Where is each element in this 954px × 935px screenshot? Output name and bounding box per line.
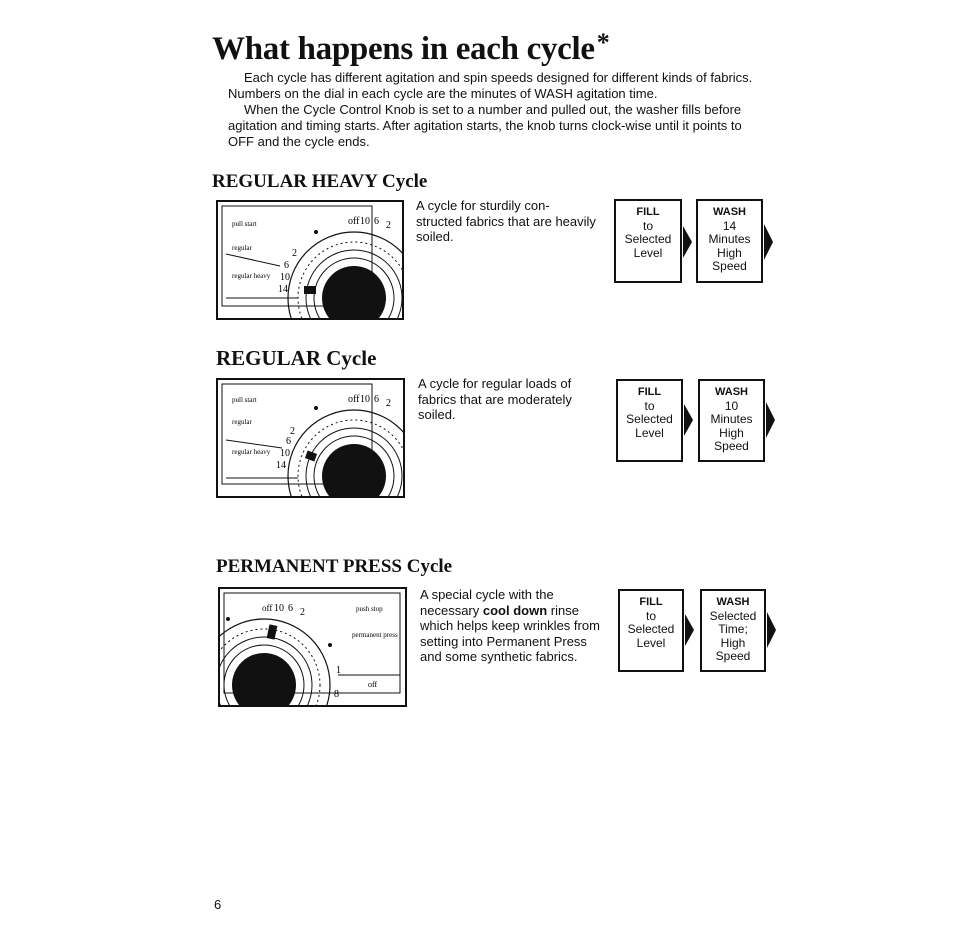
wash-step-heading: WASH bbox=[715, 386, 748, 398]
wash-step-line: High bbox=[720, 635, 746, 650]
dial-indicator bbox=[267, 624, 278, 639]
dial-dot-left bbox=[226, 617, 230, 621]
section-heading-regular bbox=[216, 346, 376, 371]
section-heading-regular-heavy bbox=[212, 171, 427, 193]
dial-number-2-side: 2 bbox=[290, 426, 295, 437]
cycle-dial-illustration-regular-heavy bbox=[216, 200, 404, 320]
dial-number-8: 8 bbox=[334, 689, 339, 700]
dial-knob bbox=[232, 653, 296, 705]
dial-dot bbox=[314, 406, 318, 410]
fill-step-line: Level bbox=[635, 425, 664, 440]
wash-step-box-regular bbox=[698, 379, 765, 462]
wash-step-line: Minutes bbox=[710, 412, 753, 426]
dial-number-6-side: 6 bbox=[284, 260, 289, 271]
dial-knob bbox=[322, 266, 386, 318]
section-heading-cycle-word: Cycle bbox=[326, 346, 377, 370]
title-footnote-mark: * bbox=[596, 28, 610, 57]
fill-step-box-regular-heavy bbox=[614, 199, 682, 283]
description-text: A special cycle with the necessary bbox=[420, 587, 554, 618]
wash-step-line: Minutes bbox=[708, 232, 751, 246]
dial-number-off: off bbox=[348, 216, 360, 227]
wash-step-box-regular-heavy bbox=[696, 199, 763, 283]
dial-number-2-side: 2 bbox=[292, 248, 297, 259]
fill-step-line: to bbox=[642, 218, 653, 233]
dial-number-6-top: 6 bbox=[374, 394, 379, 405]
wash-step-line: 10 bbox=[724, 398, 739, 413]
dial-graphic bbox=[218, 380, 403, 496]
dial-knob bbox=[322, 444, 386, 496]
dial-number-1: 1 bbox=[336, 665, 341, 676]
dial-indicator bbox=[304, 286, 316, 294]
step-arrow-icon bbox=[683, 226, 692, 258]
section-heading-cycle-word: Cycle bbox=[381, 171, 428, 192]
section-heading-label: PERMANENT PRESS bbox=[216, 556, 402, 577]
section-heading-label: REGULAR bbox=[216, 346, 322, 370]
section-description-regular-heavy: A cycle for sturdily con- structed fabrics that are heavily soiled. bbox=[416, 198, 596, 244]
fill-step-line: Selected bbox=[627, 622, 675, 636]
dial-label-off: off bbox=[368, 680, 378, 689]
dial-number-10-side: 10 bbox=[280, 448, 290, 459]
step-arrow-icon bbox=[685, 614, 694, 646]
section-heading-label: REGULAR HEAVY bbox=[212, 171, 378, 192]
wash-step-box-permanent-press bbox=[700, 589, 766, 672]
dial-number-14-side: 14 bbox=[276, 460, 286, 471]
page-title-text: What happens in each cycle bbox=[212, 31, 595, 67]
dial-number-6-side: 6 bbox=[286, 436, 291, 447]
step-arrow-icon bbox=[766, 402, 775, 438]
dial-label-permanent-press: permanent press bbox=[352, 631, 398, 639]
cycle-dial-illustration-regular bbox=[216, 378, 405, 498]
section-heading-permanent-press bbox=[216, 556, 452, 578]
dial-number-2-top: 2 bbox=[300, 607, 305, 618]
fill-step-line: Selected bbox=[626, 412, 673, 426]
section-description-permanent-press bbox=[420, 587, 606, 665]
dial-number-off: off bbox=[348, 394, 360, 405]
wash-step-line: Speed bbox=[712, 259, 747, 273]
fill-step-line: Level bbox=[636, 635, 666, 650]
fill-step-heading: FILL bbox=[639, 596, 663, 608]
page-number: 6 bbox=[214, 897, 222, 912]
section-heading-cycle-word: Cycle bbox=[406, 556, 453, 577]
wash-step-line: Speed bbox=[714, 439, 749, 453]
step-arrow-icon bbox=[764, 224, 773, 260]
wash-step-line: 14 bbox=[722, 218, 737, 233]
dial-label-regular-heavy: regular heavy bbox=[232, 272, 271, 280]
dial-number-14-side: 14 bbox=[278, 284, 288, 295]
section-description-regular: A cycle for regular loads of fabrics that are moderately soiled. bbox=[418, 376, 572, 422]
wash-step-line: Time; bbox=[718, 622, 748, 636]
page-title bbox=[212, 30, 609, 68]
dial-number-6-top: 6 bbox=[288, 603, 293, 614]
dial-label-regular-heavy: regular heavy bbox=[232, 448, 271, 456]
dial-number-2-top: 2 bbox=[386, 398, 391, 409]
fill-step-heading: FILL bbox=[636, 206, 660, 218]
dial-pointer-line bbox=[226, 254, 280, 266]
dial-label-push-stop: push stop bbox=[356, 605, 383, 613]
wash-step-line: Speed bbox=[715, 649, 751, 663]
dial-number-10-top: 10 bbox=[274, 603, 284, 614]
fill-step-box-permanent-press bbox=[618, 589, 684, 672]
wash-step-heading: WASH bbox=[716, 596, 750, 608]
fill-step-line: Selected bbox=[624, 232, 672, 246]
dial-graphic bbox=[220, 589, 405, 705]
dial-graphic bbox=[218, 202, 402, 318]
intro-paragraph-1: Each cycle has different agitation and spin speeds designed for different kinds of fabrics. Numbers on the dial in each cycle are the minutes of WASH agitation time. bbox=[228, 70, 753, 101]
wash-step-line: Selected bbox=[709, 608, 757, 623]
step-arrow-icon bbox=[767, 612, 776, 648]
wash-step-line: High bbox=[717, 245, 742, 260]
dial-indicator bbox=[305, 451, 317, 462]
dial-label-pull-start: pull start bbox=[232, 396, 257, 404]
dial-dot bbox=[314, 230, 318, 234]
fill-step-heading: FILL bbox=[637, 386, 662, 398]
intro-paragraph-2: When the Cycle Control Knob is set to a number and pulled out, the washer fills before agitation and timing starts. After agitation starts, the knob turns clock-wise until it points to OFF and the cycle ends. bbox=[228, 102, 742, 149]
dial-dot-right bbox=[328, 643, 332, 647]
description-emphasis: cool down bbox=[482, 602, 548, 618]
step-arrow-icon bbox=[684, 404, 693, 436]
fill-step-line: to bbox=[644, 398, 655, 413]
wash-step-heading: WASH bbox=[713, 206, 746, 218]
dial-number-10-top: 10 bbox=[360, 216, 370, 227]
cycle-dial-illustration-permanent-press bbox=[218, 587, 407, 707]
fill-step-box-regular bbox=[616, 379, 683, 462]
intro-text bbox=[228, 70, 768, 150]
dial-pointer-line bbox=[226, 440, 282, 448]
dial-number-6-top: 6 bbox=[374, 216, 379, 227]
description-text: rinse which helps keep wrinkles from setting into Permanent Press and some synthetic fabrics. bbox=[420, 602, 600, 664]
fill-step-line: to bbox=[645, 608, 656, 623]
dial-label-regular: regular bbox=[232, 418, 252, 426]
dial-number-2-top: 2 bbox=[386, 220, 391, 231]
fill-step-line: Level bbox=[633, 245, 663, 260]
dial-label-regular: regular bbox=[232, 244, 252, 252]
dial-number-off: off bbox=[262, 603, 273, 613]
dial-number-10-top: 10 bbox=[360, 394, 370, 405]
wash-step-line: High bbox=[719, 425, 744, 440]
dial-label-pull-start: pull start bbox=[232, 220, 257, 228]
dial-number-10-side: 10 bbox=[280, 272, 290, 283]
